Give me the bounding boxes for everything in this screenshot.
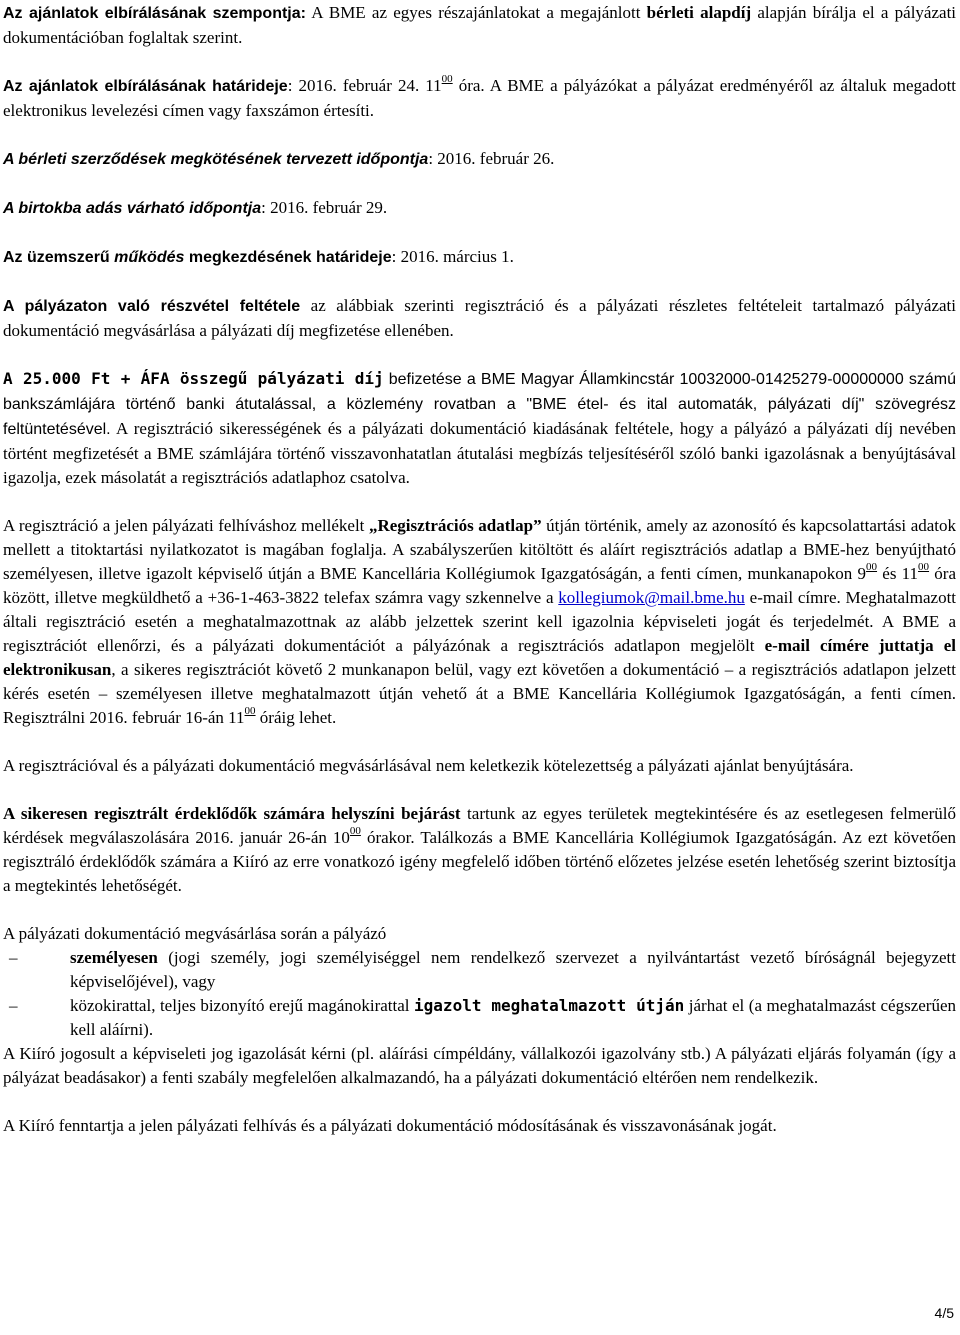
evaluation-criteria-paragraph: Az ajánlatok elbírálásának szempontja: A BME az egyes részajánlatokat a megajánlott bérleti alapdíj alapján bírálja el a pályázati dokumentációban foglaltak szerint. bbox=[3, 3, 957, 47]
page-number: 4/5 bbox=[934, 1305, 954, 1321]
participation-condition-label: A pályázaton való részvétel feltétele bbox=[3, 298, 301, 315]
contract-date-paragraph bbox=[3, 147, 956, 172]
representation-proof-paragraph: A Kiíró jogosult a képviseleti jog igazolását kérni (pl. aláírási címpéldány, vállalkozói igazolvány stb.) A pályázati eljárás folyamán (így a pályázat beadásakor) a fenti szabály megfelelően alkalmazandó, ha a pályázati dokumentáció eltérően nem rendelkezik. bbox=[3, 1044, 956, 1087]
operation-start-paragraph: Az üzemszerű működés megkezdésének határideje: 2016. március 1. bbox=[3, 247, 514, 266]
application-fee-label: A 25.000 Ft + ÁFA összegű pályázati díj bbox=[3, 369, 384, 388]
possession-date-label: A birtokba adás várható időpontja bbox=[3, 200, 262, 217]
possession-date-paragraph bbox=[3, 196, 956, 221]
dash-bullet: ‒ bbox=[9, 948, 18, 967]
no-obligation-paragraph: A regisztrációval és a pályázati dokumentáció megvásárlásával nem keletkezik kötelezettség a pályázati ajánlat benyújtására. bbox=[3, 756, 854, 775]
purchase-intro: A pályázati dokumentáció megvásárlása során a pályázó bbox=[3, 924, 387, 943]
site-visit-label: A sikeresen regisztrált érdeklődők számára helyszíni bejárást bbox=[3, 804, 461, 823]
list-item: ‒ közokirattal, teljes bizonyító erejű magánokirattal igazolt meghatalmazott útján járhat el (a meghatalmazást cégszerűen kell aláírni). bbox=[9, 996, 957, 1039]
operation-start-value: : 2016. március 1. bbox=[391, 247, 514, 266]
evaluation-deadline-label: Az ajánlatok elbírálásának határideje bbox=[3, 78, 288, 95]
contract-date-value: : 2016. február 26. bbox=[428, 149, 555, 168]
participation-condition-paragraph: A pályázaton való részvétel feltétele az alábbiak szerinti regisztráció és a pályázati részletes feltételeit tartalmazó pályázati dokumentáció megvásárlása a pályázati díj megfizetése ellenében. bbox=[3, 296, 956, 340]
site-visit-paragraph: A sikeresen regisztrált érdeklődők számára helyszíni bejárást tartunk az egyes területek megtekintésére és az esetlegesen felmerülő kérdések megválaszolására 2016. január 26-án $10^{00}$ órakor. Találkozás a BME Kancellária Kollégiumok Igazgatóságán. Az ezt követően regisztráló érdeklődők számára a Kiíró az erre vonatkozó igény megfelelő időben történő előzetes jelzése esetén lehetőség szerint biztosítja a megtekintés lehetőségét. bbox=[3, 804, 956, 895]
document-page bbox=[3, 1, 956, 1138]
possession-date-value: : 2016. február 29. bbox=[261, 198, 388, 217]
dash-bullet: ‒ bbox=[9, 996, 18, 1015]
registration-paragraph: A regisztráció a jelen pályázati felhíváshoz mellékelt „Regisztrációs adatlap” útján történik, amely az azonosító és kapcsolattartási adatok mellett a titoktartási nyilatkozatot is magában foglalja. A szabályszerűen kitöltött és aláírt regisztrációs adatlap a BME-hez benyújtható személyesen, illetve igazolt képviselő útján a BME Kancellária Kollégiumok Igazgatóságán, a fenti címen, munkanapokon $9^{00}$ és $11^{00}$ óra között, illetve megküldhető a +36-1-463-3822 telefax számra vagy szkennelve a kollegiumok@mail.bme.hu e-mail címre. Meghatalmazott általi regisztráció esetén a meghatalmazottnak az alább jelzettek szerint kell igazolnia képviseleti jogát és terjedelmét. A BME a regisztrációt ellenőrzi, és a pályázati dokumentációt a pályázónak a regisztrációs adatlapon megjelölt e-mail címére juttatja el elektronikusan, a sikeres regisztrációt követő 2 munkanapon belül, vagy ezt követően a dokumentáció ‒ a regisztrációs adatlapon jelzett kérés esetén ‒ személyesen illetve meghatalmazott útján vehető át a BME Kancellária Kollégiumok Igazgatóságán, a fenti címen. Regisztrálni 2016. február 16-án $11^{00}$ óráig lehet. bbox=[3, 516, 957, 727]
contract-date-label: A bérleti szerződések megkötésének tervezett időpontja bbox=[3, 151, 429, 168]
registration-form-name: „Regisztrációs adatlap” bbox=[368, 516, 542, 535]
evaluation-criteria-label: Az ajánlatok elbírálásának szempontja: bbox=[3, 5, 306, 22]
rent-base-fee: bérleti alapdíj bbox=[646, 3, 752, 22]
representation-list bbox=[3, 946, 956, 1042]
evaluation-deadline-paragraph: Az ajánlatok elbírálásának határideje: 2016. február 24. $11^{00}$ óra. A BME a pályázókat a pályázat eredményéről az általuk megadott elektronikus levelezési címen vagy faxszámon értesíti. bbox=[3, 73, 957, 120]
application-fee-paragraph: A 25.000 Ft + ÁFA összegű pályázati díj befizetése a BME Magyar Államkincstár 10032000-01425279-00000000 számú bankszámlájára történő banki átutalással, a közlemény rovatban a "BME étel- és ital automaták, pályázati díj" szövegrész feltüntetésével. A regisztráció sikerességének és a pályázati dokumentáció kiadásának feltétele, hogy a pályázó a pályázati díj nevében történt megfizetését a BME számlájára történő visszavonhatatlan átutalási megbízás teljesítéséről szóló banki igazolásnak a benyújtásával igazolja, ezek másolatát a regisztrációs adatlaphoz csatolva. bbox=[3, 369, 956, 487]
email-link[interactable]: kollegiumok@mail.bme.hu bbox=[558, 588, 745, 607]
list-item: ‒ személyesen (jogi személy, jogi személyiséggel nem rendelkező szervezet a nyilvántartást vezető bíróságnál bejegyzett képviselőjével), vagy bbox=[9, 948, 956, 991]
modification-rights-paragraph: A Kiíró fenntartja a jelen pályázati felhívás és a pályázati dokumentáció módosításának és visszavonásának jogát. bbox=[3, 1116, 777, 1135]
